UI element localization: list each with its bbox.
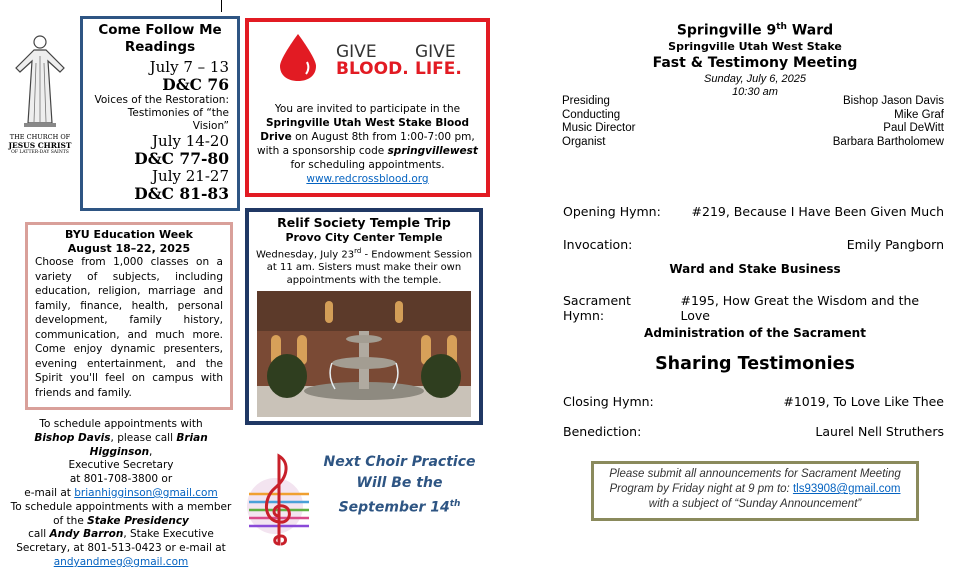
- cfm-ref-1: D&C 76: [162, 75, 229, 94]
- blood-drive-box: [245, 18, 490, 197]
- church-logo: [8, 28, 72, 164]
- blood-drive-text: You are invited to participate in the Springville Utah West Stake Blood Drive on August 8th from 1:00-7:00 pm, with a sponsorship code springvillewest for scheduling appointments. www.redcrossblood.org: [257, 103, 478, 185]
- top-divider: [221, 0, 222, 12]
- sacrament-hymn-row: Sacrament Hymn: #195, How Great the Wisdom and the Love: [563, 293, 920, 323]
- cfm-date-3: July 21-27: [152, 167, 229, 185]
- cfm-date-2: July 14-20: [152, 132, 229, 150]
- temple-fountain-photo: [257, 291, 471, 417]
- redcross-link[interactable]: www.redcrossblood.org: [306, 173, 429, 185]
- give-text-1: GIVE: [336, 42, 377, 62]
- treble-clef-icon: [245, 446, 317, 556]
- byu-body: Choose from 1,000 classes on a variety of subjects, including education, religion, marriage and family, finance, health, personal development, family history, communication, and much more. Come enjoy dynamic presenters, evening entertainment, and the Spirit you'll feel on campus with friends and family.: [35, 256, 223, 399]
- byu-title: BYU Education Week: [65, 228, 193, 241]
- rs-body: Wednesday, July 23rd - Endowment Session at 11 am. Sisters must make their own appointments with the temple.: [255, 247, 473, 287]
- blood-text: BLOOD.: [336, 59, 409, 79]
- life-text: LIFE.: [415, 59, 462, 79]
- choir-text: Next Choir Practice Will Be the September 14th: [323, 454, 476, 516]
- closing-hymn-row: Closing Hymn: #1019, To Love Like Thee: [563, 394, 944, 409]
- ward-name: Springville 9th Ward: [676, 22, 834, 39]
- opening-hymn-row: Opening Hymn: #219, Because I Have Been Given Much: [563, 204, 944, 219]
- stake-secretary-email-link[interactable]: andyandmeg@gmail.com: [53, 555, 189, 568]
- roles-list: [562, 95, 944, 149]
- cfm-ref-2: D&C 77-80: [134, 149, 229, 168]
- cfm-note-1: Voices of the Restoration: Testimonies of “the Vision”: [94, 94, 229, 132]
- bishop-secretary-email-link[interactable]: brianhigginson@gmail.com: [74, 486, 218, 499]
- role-row: Music Director Paul DeWitt: [562, 122, 944, 134]
- give-blood-logo: [255, 26, 480, 86]
- program-header: [560, 18, 950, 99]
- cfm-title: Come Follow Me Readings: [98, 22, 222, 55]
- choir-practice-notice: [245, 446, 485, 556]
- announcement-email-link[interactable]: tls93908@gmail.com: [792, 483, 901, 495]
- byu-dates: August 18–22, 2025: [67, 241, 191, 255]
- meeting-date: Sunday, July 6, 2025: [704, 72, 806, 85]
- rs-title: Relif Society Temple Trip: [277, 215, 451, 230]
- give-text-2: GIVE: [415, 42, 456, 62]
- benediction-row: Benediction: Laurel Nell Struthers: [563, 424, 944, 439]
- meeting-time: 10:30 am: [732, 85, 778, 98]
- stake-name: Springville Utah West Stake: [668, 39, 842, 53]
- role-row: Presiding Bishop Jason Davis: [562, 95, 944, 107]
- cfm-ref-3: D&C 81-83: [134, 184, 229, 203]
- appointments-info: To schedule appointments with Bishop Davis, please call Brian Higginson, Executive Secretary at 801-708-3800 or e-mail at brianhigginson@gmail.com To schedule appointments with a member of the Stake Presidency call Andy Barron, Stake Executive Secretary, at 801-513-0423 or e-mail at andyandmeg@gmail.com: [10, 418, 232, 568]
- come-follow-me-box: [80, 16, 240, 211]
- meeting-title: Fast & Testimony Meeting: [652, 54, 858, 71]
- church-name: THE CHURCH OF JESUS CHRIST OF LATTER-DAY SAINTS: [8, 133, 72, 155]
- business-heading: Ward and Stake Business: [669, 262, 841, 276]
- christus-statue-icon: [8, 28, 72, 128]
- role-row: Conducting Mike Graf: [562, 108, 944, 121]
- rs-temple: Provo City Center Temple: [285, 231, 443, 244]
- role-row: Organist Barbara Bartholomew: [562, 135, 944, 148]
- blood-drop-icon: [277, 32, 319, 82]
- relief-society-box: [245, 208, 483, 425]
- byu-education-week-box: [25, 222, 233, 410]
- announcement-notice: Please submit all announcements for Sacrament Meeting Program by Friday night at 9 pm to: tls93908@gmail.com with a subject of “Sunday Announcement”: [591, 461, 919, 521]
- testimonies-heading: Sharing Testimonies: [655, 354, 855, 374]
- invocation-row: Invocation: Emily Pangborn: [563, 237, 944, 252]
- cfm-date-1: July 7 – 13: [149, 58, 229, 76]
- administration-heading: Administration of the Sacrament: [644, 326, 866, 340]
